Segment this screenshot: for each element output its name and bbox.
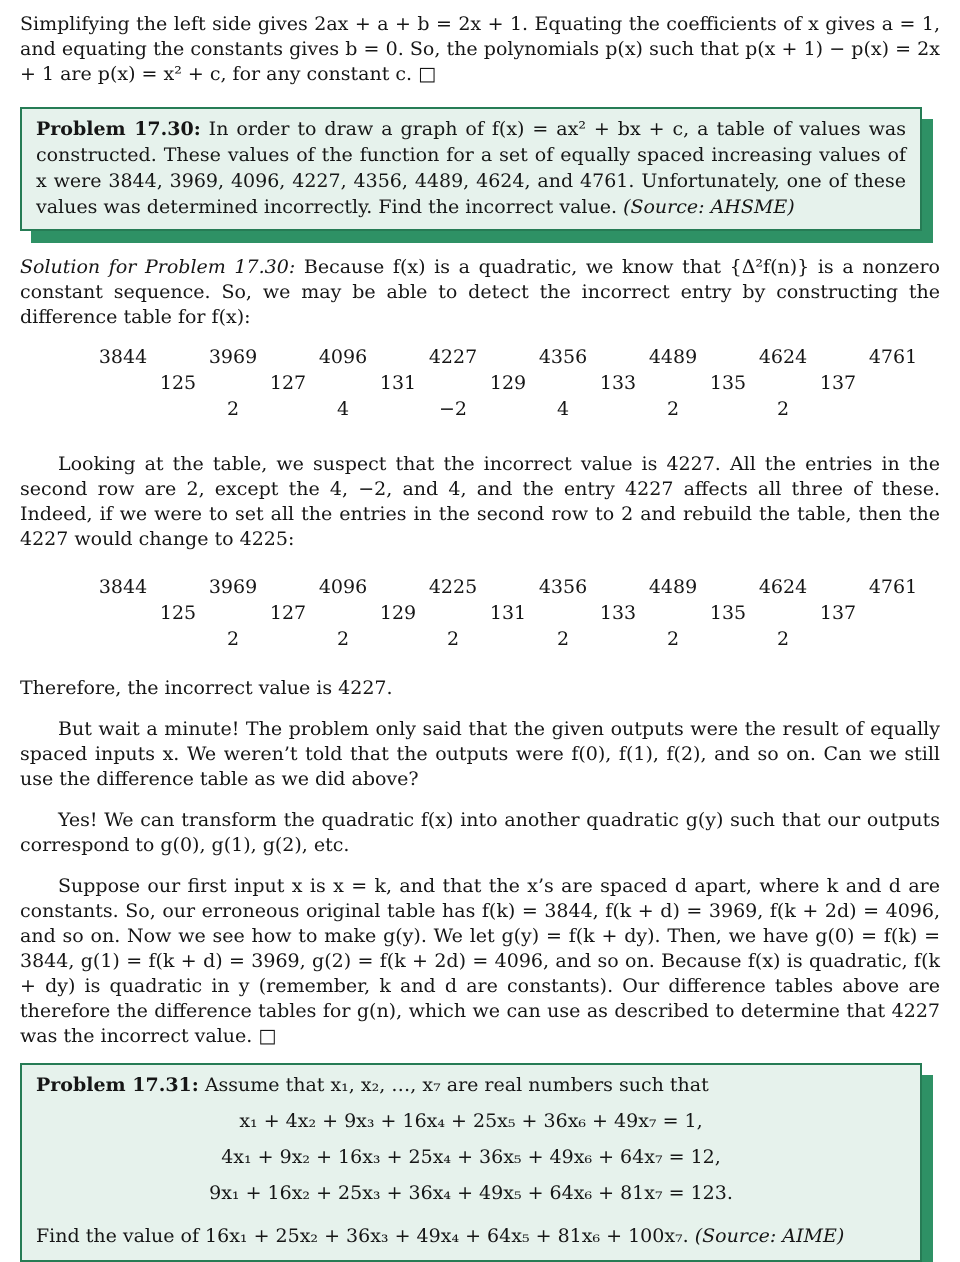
difference-table-value: 4 (556, 398, 570, 420)
difference-table-value: 2 (776, 628, 790, 650)
text-segment: Solution for Problem 17.30: (20, 256, 296, 278)
equation-2: 4x₁ + 9x₂ + 16x₃ + 25x₄ + 36x₅ + 49x₆ + 64x₇ = 12, (221, 1146, 721, 1168)
difference-table-value: 2 (226, 398, 240, 420)
difference-table-value: 4227 (428, 346, 478, 368)
problem-17-31-intro (36, 1072, 906, 1098)
therefore-paragraph: Therefore, the incorrect value is 4227. (20, 677, 393, 699)
difference-table-value: 4356 (538, 576, 588, 598)
difference-table-value: 135 (709, 372, 747, 394)
difference-table-value: 4761 (868, 346, 918, 368)
suppose-paragraph: Suppose our first input x is x = k, and that the x’s are spaced d apart, where k and d are constants. So, our erroneous original table has f(k) = 3844, f(k + d) = 3969, f(k + 2d) = 4096, and so on. Now we see how to make g(y). We let g(y) = f(k + dy). Then, we have g(0) = f(k) = 3844, g(1) = f(k + d) = 3969, g(2) = f(k + 2d) = 4096, and so on. Because f(x) is quadratic, f(k + dy) is quadratic in y (remember, k and d are constants). Our difference tables above are therefore the difference tables for g(n), which we can use as described to determine that 4227 was the incorrect value. □ (20, 875, 940, 1047)
text-segment: Problem 17.30: (36, 118, 201, 140)
difference-table-value: 3844 (98, 576, 148, 598)
text-segment: Find the value of 16x₁ + 25x₂ + 36x₃ + 49x₄ + 64x₅ + 81x₆ + 100x₇. (36, 1225, 695, 1247)
difference-table-value: 3969 (208, 346, 258, 368)
difference-table-value: 131 (379, 372, 417, 394)
difference-table-value: 3844 (98, 346, 148, 368)
text-segment: (Source: AHSME) (623, 196, 795, 218)
difference-table-value: 129 (379, 602, 417, 624)
looking-paragraph: Looking at the table, we suspect that the incorrect value is 4227. All the entries in the second row are 2, except the 4, −2, and 4, and the entry 4227 affects all three of these. Indeed, if we were to set all the entries in the second row to 2 and rebuild the table, then the 4227 would change to 4225: (20, 453, 940, 550)
difference-table-value: 2 (226, 628, 240, 650)
difference-table-value: 133 (599, 372, 637, 394)
difference-table-value: 135 (709, 602, 747, 624)
text-segment: In order to draw a graph of f(x) = ax² + bx + c, a table of values was constructed. These values of the function for a set of equally spaced increasing values of x were 3844, 3969, 4096, 4227, 4356, 4489, 4624, and 4761. Unfortunately, one of these values was determined incorrectly. Find the incorrect value. (36, 118, 906, 218)
difference-table-value: 129 (489, 372, 527, 394)
difference-table-value: 2 (556, 628, 570, 650)
text-segment: Assume that x₁, x₂, …, x₇ are real numbers such that (198, 1074, 709, 1096)
difference-table-value: 4 (336, 398, 350, 420)
difference-table-value: 3969 (208, 576, 258, 598)
difference-table-value: 2 (446, 628, 460, 650)
difference-table-value: 4356 (538, 346, 588, 368)
problem-17-30-text (36, 116, 906, 220)
problem-17-30-box (20, 107, 922, 231)
difference-table-value: 4096 (318, 576, 368, 598)
difference-table-value: 4624 (758, 346, 808, 368)
difference-table-value: 131 (489, 602, 527, 624)
difference-table-value: 127 (269, 372, 307, 394)
difference-table-original (68, 344, 940, 422)
problem-17-31-find (36, 1223, 906, 1249)
difference-table-value: 137 (819, 602, 857, 624)
equation-1: x₁ + 4x₂ + 9x₃ + 16x₄ + 25x₅ + 36x₆ + 49x₇ = 1, (239, 1110, 703, 1132)
difference-table-value: 125 (159, 372, 197, 394)
intro-paragraph: Simplifying the left side gives 2ax + a + b = 2x + 1. Equating the coefficients of x gives a = 1, and equating the constants gives b = 0. So, the polynomials p(x) such that p(x + 1) − p(x) = 2x + 1 are p(x) = x² + c, for any constant c. □ (20, 13, 940, 85)
difference-table-value: 137 (819, 372, 857, 394)
solution-paragraph (20, 255, 940, 330)
difference-table-value: 4489 (648, 576, 698, 598)
difference-table-value: 125 (159, 602, 197, 624)
difference-table-value: 4225 (428, 576, 478, 598)
difference-table-value: 127 (269, 602, 307, 624)
difference-table-value: 4489 (648, 346, 698, 368)
difference-table-value: 133 (599, 602, 637, 624)
difference-table-value: 4096 (318, 346, 368, 368)
difference-table-value: 2 (336, 628, 350, 650)
difference-table-value: 4624 (758, 576, 808, 598)
difference-table-value: −2 (438, 398, 467, 420)
difference-table-value: 2 (666, 398, 680, 420)
text-segment: (Source: AIME) (694, 1225, 845, 1247)
difference-table-value: 2 (776, 398, 790, 420)
yes-paragraph: Yes! We can transform the quadratic f(x) into another quadratic g(y) such that our outputs correspond to g(0), g(1), g(2), etc. (20, 809, 940, 856)
butwait-paragraph: But wait a minute! The problem only said that the given outputs were the result of equally spaced inputs x. We weren’t told that the outputs were f(0), f(1), f(2), and so on. Can we still use the difference table as we did above? (20, 718, 940, 790)
difference-table-value: 2 (666, 628, 680, 650)
equation-3: 9x₁ + 16x₂ + 25x₃ + 36x₄ + 49x₅ + 64x₆ + 81x₇ = 123. (209, 1182, 733, 1204)
difference-table-value: 4761 (868, 576, 918, 598)
text-segment: Problem 17.31: (36, 1074, 199, 1096)
text-segment: Because f(x) is a quadratic, we know that {Δ²f(n)} is a nonzero constant sequence. So, we may be able to detect the incorrect entry by constructing the difference table for f(x): (20, 256, 940, 328)
difference-table-corrected (68, 574, 940, 652)
problem-17-31-box (20, 1063, 922, 1262)
